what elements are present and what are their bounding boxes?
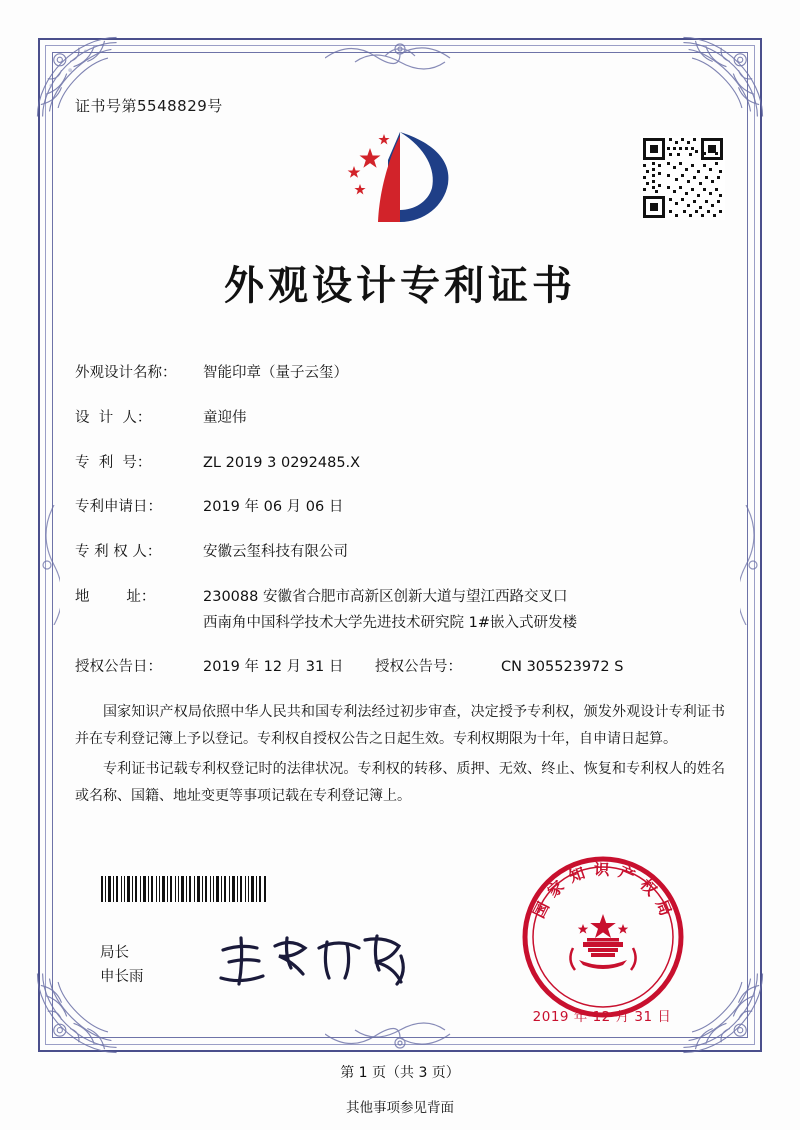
barcode [100, 876, 268, 902]
top-ornament-icon [325, 36, 475, 70]
field-label: 外观设计名称： [75, 365, 177, 381]
field-value: CN 305523972 S [501, 659, 624, 676]
field-patent-number [75, 453, 725, 475]
field-label: 地 址： [75, 588, 156, 605]
field-application-date [75, 497, 725, 519]
field-label: 专 利 号： [75, 454, 152, 471]
field-grant-date [75, 657, 375, 679]
field-grant-publication-number [375, 657, 623, 679]
seal-date: 2019 年 12 月 31 日 [532, 1009, 672, 1025]
field-label: 设 计 人： [75, 409, 152, 426]
emblem-row [75, 122, 725, 240]
signature-role: 局长 [100, 945, 129, 962]
legal-paragraph-2: 专利证书记载专利权登记时的法律状况。专利权的转移、质押、无效、终止、恢复和专利权人的姓名或名称、国籍、地址变更等事项记载在专利登记簿上。 [75, 760, 725, 804]
svg-text:国家知识产权局: 国家知识产权局 [529, 859, 679, 926]
qr-code [641, 136, 725, 220]
field-label: 授权公告日： [75, 659, 162, 676]
field-value: 童迎伟 [203, 409, 247, 426]
field-label: 专利申请日： [75, 499, 162, 516]
field-value: ZL 2019 3 0292485.X [203, 454, 361, 471]
signature-name: 申长雨 [100, 969, 144, 986]
field-label: 专 利 权 人： [75, 544, 162, 560]
legal-text [75, 699, 725, 810]
side-ornament-icon [740, 505, 766, 625]
fields-list [75, 363, 725, 679]
certificate-number: 证书号第5548829号 [75, 97, 223, 115]
corner-ornament-icon [680, 970, 766, 1056]
field-value: 2019 年 12 月 31 日 [203, 659, 344, 676]
field-patentee [75, 542, 725, 564]
footnote: 其他事项参见背面 [346, 1100, 454, 1116]
official-seal [518, 852, 688, 1022]
cnipa-logo-icon [340, 126, 460, 234]
field-value-line1: 230088 安徽省合肥市高新区创新大道与望江西路交叉口 [203, 588, 568, 605]
signature-block [100, 942, 144, 990]
field-value: 安徽云玺科技有限公司 [203, 544, 348, 560]
field-value-line2: 西南角中国科学技术大学先进技术研究院 1#嵌入式研发楼 [203, 614, 577, 631]
field-designer [75, 408, 725, 430]
page-title: 外观设计专利证书 [224, 262, 576, 309]
page-number: 第 1 页（共 3 页） [340, 1065, 460, 1081]
field-label: 授权公告号： [375, 659, 462, 676]
legal-paragraph-1: 国家知识产权局依照中华人民共和国专利法经过初步审查，决定授予专利权，颁发外观设计专利证书并在专利登记簿上予以登记。专利权自授权公告之日起生效。专利权期限为十年，自申请日起算。 [75, 704, 725, 748]
field-design-name [75, 363, 725, 385]
handwritten-signature-icon [215, 930, 425, 992]
side-ornament-icon [34, 505, 60, 625]
bottom-ornament-icon [325, 1022, 475, 1056]
certificate-content [75, 95, 725, 812]
field-grant-row [75, 657, 725, 679]
field-address [75, 587, 725, 635]
field-value: 2019 年 06 月 06 日 [203, 499, 344, 516]
field-value: 智能印章（量子云玺） [203, 365, 348, 381]
